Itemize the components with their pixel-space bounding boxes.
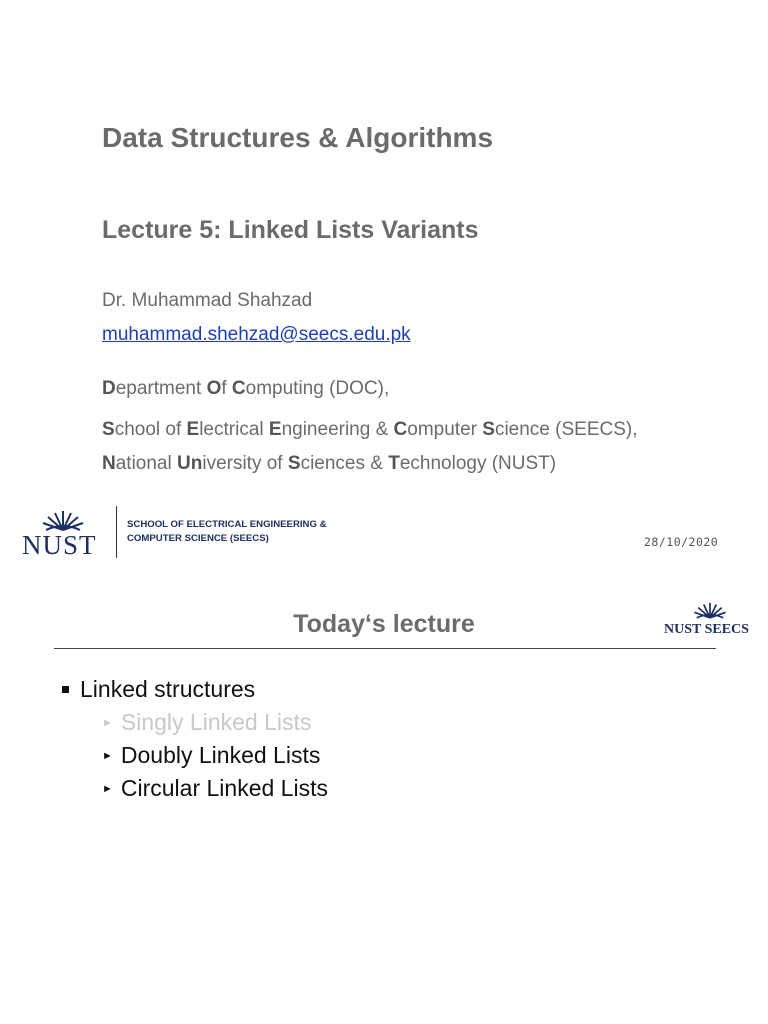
author-email-link[interactable]: muhammad.shehzad@seecs.edu.pk — [102, 324, 411, 345]
nust-emblem-icon — [692, 600, 728, 620]
list-item: Linked structures — [62, 676, 288, 703]
slide-date: 28/10/2020 — [644, 535, 719, 549]
affiliation-university: National University of Sciences & Technology (NUST) — [102, 453, 557, 474]
nust-seecs-logo — [664, 600, 758, 640]
author-name: Dr. Muhammad Shahzad — [102, 290, 313, 311]
heading-rule — [54, 648, 716, 649]
list-item: ► Singly Linked Lists — [102, 709, 312, 735]
agenda-list — [62, 676, 328, 802]
nust-logo-text: NUST — [22, 530, 97, 560]
nust-logo — [22, 508, 106, 560]
nust-seecs-logo-text: NUST SEECS — [664, 622, 749, 637]
square-bullet-icon — [62, 686, 69, 693]
lecture-title: Lecture 5: Linked Lists Variants — [102, 216, 479, 244]
triangle-bullet-icon: ► — [102, 749, 113, 762]
agenda-slide — [0, 580, 768, 1024]
nust-emblem-icon — [40, 508, 86, 532]
school-name: SCHOOL OF ELECTRICAL ENGINEERING & COMPUTER SCIENCE (SEECS) — [127, 519, 327, 544]
agenda-heading: Today‘s lecture — [293, 610, 475, 638]
affiliation-school: School of Electrical Engineering & Computer Science (SEECS), — [102, 419, 638, 440]
logo-divider — [116, 506, 117, 558]
list-item: ► Circular Linked Lists — [102, 775, 328, 801]
triangle-bullet-icon: ► — [102, 782, 113, 795]
course-title: Data Structures & Algorithms — [102, 122, 494, 153]
triangle-bullet-icon: ► — [102, 716, 113, 729]
affiliation-department: Department Of Computing (DOC), — [102, 378, 390, 399]
list-item: ► Doubly Linked Lists — [102, 742, 321, 768]
